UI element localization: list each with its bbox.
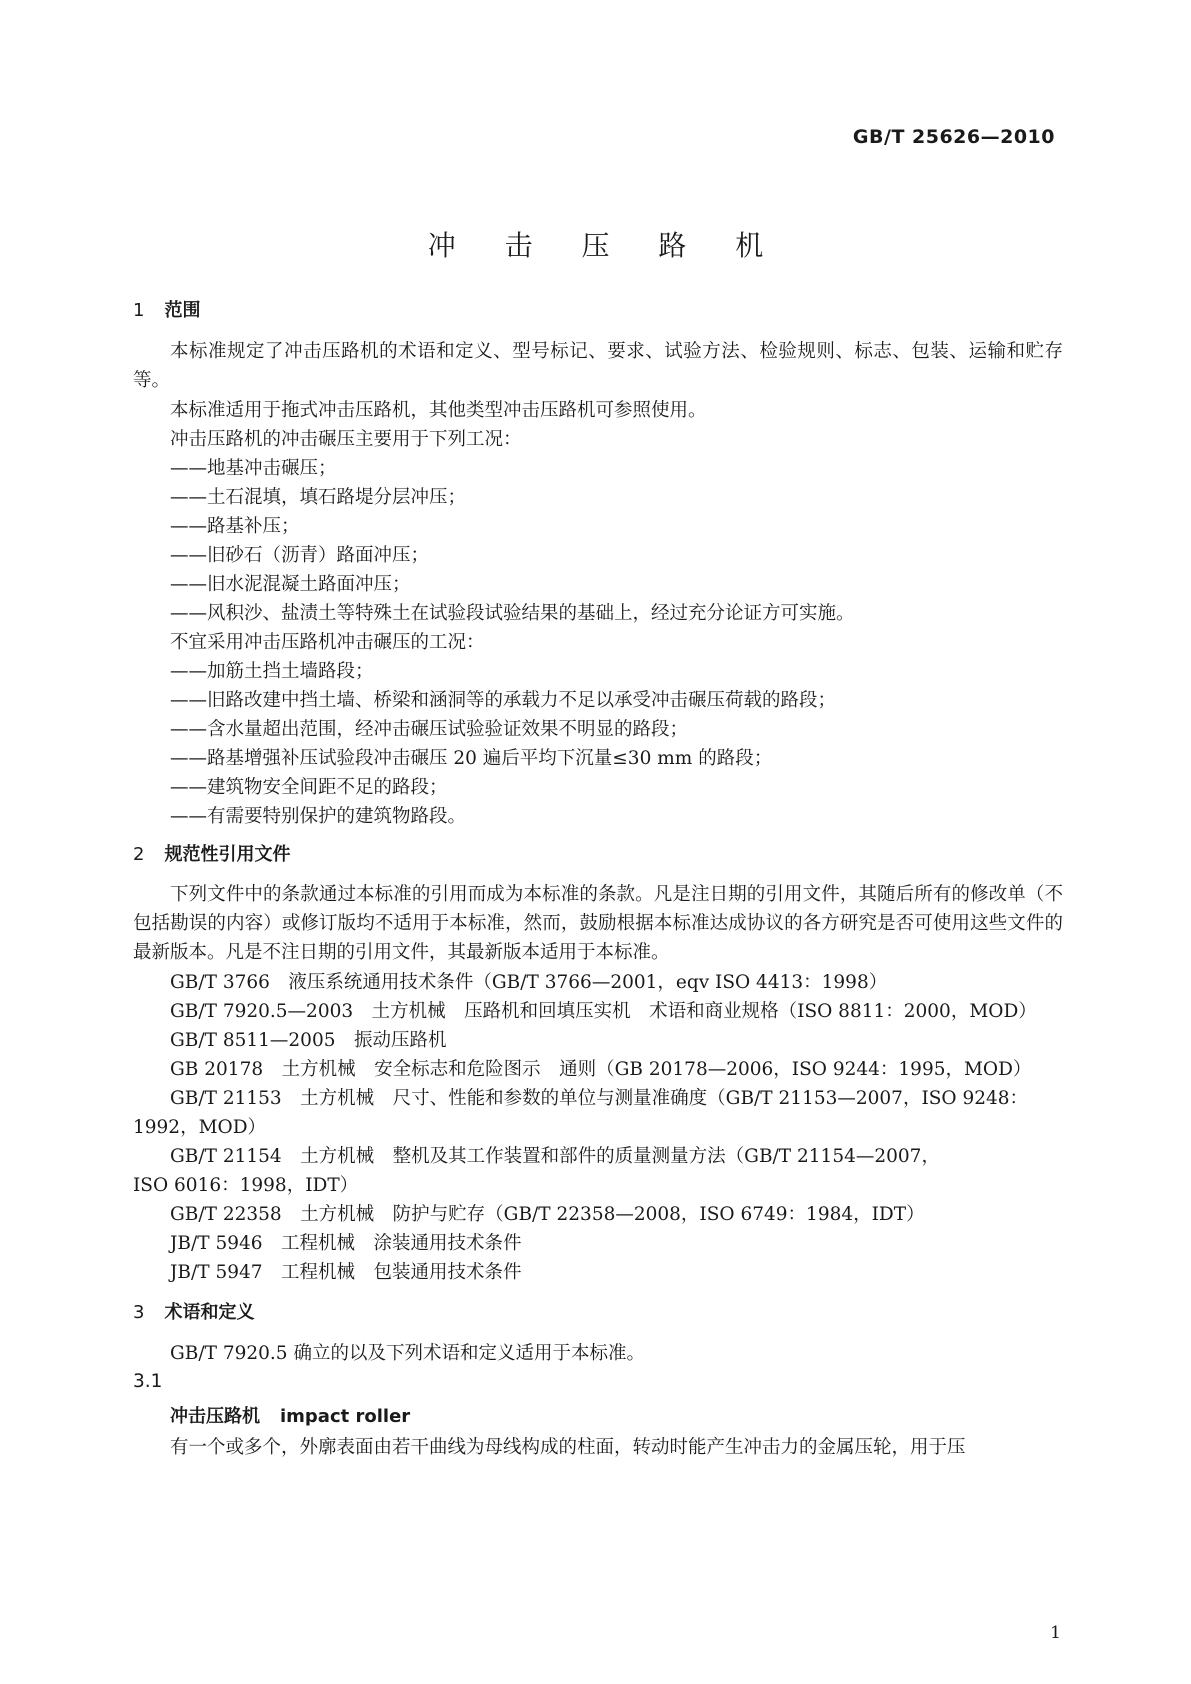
list-item: ——有需要特别保护的建筑物路段。	[170, 806, 467, 827]
section-title: 术语和定义	[164, 1302, 255, 1323]
list-item: ——路基增强补压试验段冲击碾压 20 遍后平均下沉量≤30 mm 的路段；	[170, 748, 773, 769]
reference-item: JB/T 5947 工程机械 包装通用技术条件	[170, 1262, 522, 1283]
list-item: ——地基冲击碾压；	[170, 458, 337, 479]
scope-applicability: 本标准适用于拖式冲击压路机，其他类型冲击压路机可参照使用。	[170, 400, 707, 421]
section-title: 范围	[164, 300, 201, 321]
list-item: ——旧砂石（沥青）路面冲压；	[170, 545, 430, 566]
scope-paragraph: 本标准规定了冲击压路机的术语和定义、型号标记、要求、试验方法、检验规则、标志、包装、运输和贮存等。	[133, 341, 1063, 391]
section-2-heading	[133, 840, 290, 866]
usage-intro: 冲击压路机的冲击碾压主要用于下列工况：	[170, 429, 522, 450]
reference-item: JB/T 5946 工程机械 涂装通用技术条件	[170, 1233, 522, 1254]
terms-intro: GB/T 7920.5 确立的以及下列术语和定义适用于本标准。	[170, 1343, 645, 1364]
section-number: 3	[133, 1302, 145, 1323]
reference-item: GB/T 21154 土方机械 整机及其工作装置和部件的质量测量方法（GB/T 21154—2007，	[170, 1146, 940, 1167]
document-title: 冲 击 压 路 机	[427, 229, 784, 262]
standard-code: GB/T 25626—2010	[852, 126, 1055, 148]
reference-item: GB/T 22358 土方机械 防护与贮存（GB/T 22358—2008，ISO 6749：1984，IDT）	[170, 1204, 925, 1225]
list-item: ——风积沙、盐渍土等特殊土在试验段试验结果的基础上，经过充分论证方可实施。	[170, 603, 855, 624]
reference-item: GB/T 7920.5—2003 土方机械 压路机和回填压实机 术语和商业规格（ISO 8811：2000，MOD）	[170, 1001, 1037, 1022]
clause-number: 3.1	[133, 1371, 163, 1392]
reference-item: GB/T 3766 液压系统通用技术条件（GB/T 3766—2001，eqv ISO 4413：1998）	[170, 972, 888, 993]
list-item: ——旧水泥混凝土路面冲压；	[170, 574, 411, 595]
section-3-heading	[133, 1298, 254, 1324]
list-item: ——加筋土挡土墙路段；	[170, 661, 374, 682]
normative-references-paragraph: 下列文件中的条款通过本标准的引用而成为本标准的条款。凡是注日期的引用文件，其随后所有的修改单（不包括勘误的内容）或修订版均不适用于本标准，然而，鼓励根据本标准达成协议的各方研究是否可使用这些文件的最新版本。凡是不注日期的引用文件，其最新版本适用于本标准。	[133, 884, 1063, 963]
reference-item: GB/T 21153 土方机械 尺寸、性能和参数的单位与测量准确度（GB/T 21153—2007，ISO 9248：	[170, 1088, 1029, 1109]
section-number: 2	[133, 844, 145, 865]
page-number: 1	[1050, 1623, 1061, 1643]
reference-item-continued: ISO 6016：1998，IDT）	[133, 1175, 359, 1196]
reference-item: GB 20178 土方机械 安全标志和危险图示 通则（GB 20178—2006，ISO 9244：1995，MOD）	[170, 1059, 1032, 1080]
section-1-heading	[133, 296, 200, 322]
term-entry	[170, 1402, 410, 1428]
reference-item-continued: 1992，MOD）	[133, 1117, 267, 1138]
not-suitable-intro: 不宜采用冲击压路机冲击碾压的工况：	[170, 632, 485, 653]
list-item: ——路基补压；	[170, 516, 300, 537]
section-title: 规范性引用文件	[164, 844, 291, 865]
list-item: ——建筑物安全间距不足的路段；	[170, 777, 448, 798]
list-item: ——旧路改建中挡土墙、桥梁和涵洞等的承载力不足以承受冲击碾压荷载的路段；	[170, 690, 837, 711]
list-item: ——土石混填，填石路堤分层冲压；	[170, 487, 467, 508]
term-english: impact roller	[280, 1406, 411, 1427]
list-item: ——含水量超出范围，经冲击碾压试验验证效果不明显的路段；	[170, 719, 689, 740]
term-chinese: 冲击压路机	[170, 1406, 260, 1427]
section-number: 1	[133, 300, 145, 321]
reference-item: GB/T 8511—2005 振动压路机	[170, 1030, 447, 1051]
term-definition: 有一个或多个，外廓表面由若干曲线为母线构成的柱面，转动时能产生冲击力的金属压轮，用于压	[170, 1437, 966, 1458]
